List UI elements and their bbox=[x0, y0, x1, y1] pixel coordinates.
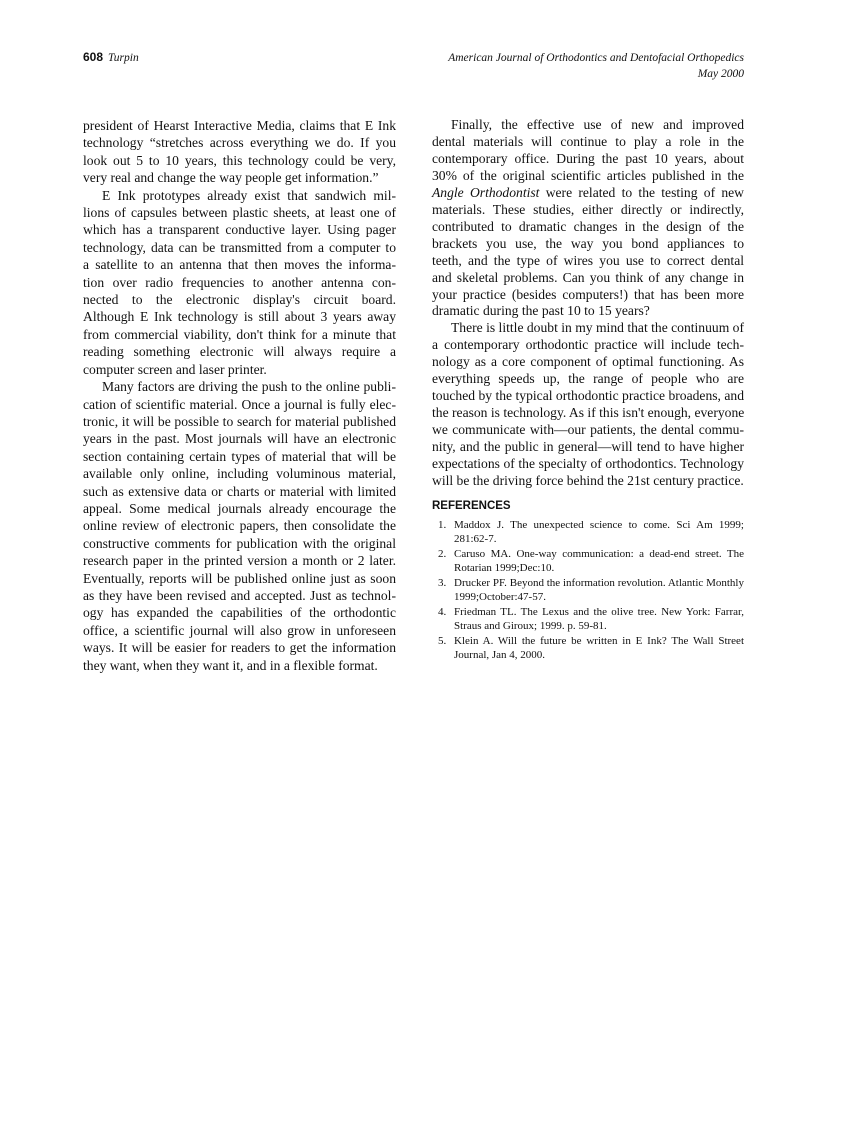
issue-date: May 2000 bbox=[697, 68, 744, 80]
text-line: nected to the electronic display's circuit board. bbox=[83, 292, 396, 308]
text-line: Angle Orthodontist were related to the testing of new bbox=[432, 184, 744, 200]
text-line: Although E Ink technology is still about 3 years away bbox=[83, 309, 396, 325]
reference-text: Drucker PF. Beyond the information revolution. Atlantic Monthly 1999;October:47-57. bbox=[454, 576, 744, 604]
text-line: reading something electronic will always require a bbox=[83, 344, 396, 360]
text-line: a satellite to an antenna that then moves the informa- bbox=[83, 257, 396, 273]
text-line: section containing certain types of material that will be bbox=[83, 448, 396, 464]
text-line: tion over radio frequencies to another antenna con- bbox=[83, 274, 396, 290]
text-line: There is little doubt in my mind that the continuum of bbox=[451, 320, 744, 336]
text-line: and skeletal problems. Can you think of any change in bbox=[432, 269, 744, 285]
paragraph bbox=[432, 117, 744, 320]
author-name: Turpin bbox=[108, 52, 139, 64]
text-line: look out 5 to 10 years, this technology could be very, bbox=[83, 152, 396, 168]
reference-item bbox=[438, 576, 744, 604]
text-line: which has a transparent conductive layer. Using pager bbox=[83, 222, 396, 238]
text-line: a contemporary orthodontic practice will include tech- bbox=[432, 337, 744, 353]
text-line: Finally, the effective use of new and improved bbox=[451, 117, 744, 132]
text-line: contemporary office. During the past 10 years, about bbox=[432, 150, 744, 166]
text-line: ways. It will be easier for readers to get the information bbox=[83, 640, 396, 656]
text-line: constructive comments for publication with the original bbox=[83, 535, 396, 551]
references-heading: REFERENCES bbox=[432, 500, 511, 512]
text-line: teeth, and the type of wires you use to correct dental bbox=[432, 252, 744, 268]
text-line: materials. These studies, either directly or indirectly, bbox=[432, 201, 744, 217]
text-line: computer screen and laser printer. bbox=[83, 361, 267, 377]
text-line: available only online, including voluminous material, bbox=[83, 466, 396, 482]
right-column bbox=[432, 117, 744, 490]
text-line: online review of electronic papers, then consolidate the bbox=[83, 518, 396, 534]
reference-text: Maddox J. The unexpected science to come. Sci Am 1999; 281:62-7. bbox=[454, 519, 744, 546]
reference-number: 3. bbox=[438, 576, 447, 589]
text-line: nology as a core component of optimal functioning. As bbox=[432, 354, 744, 370]
text-line: such as extensive data or charts or material with limited bbox=[83, 483, 396, 499]
reference-number: 5. bbox=[438, 634, 447, 647]
text-line: cation of scientific material. Once a journal is fully elec- bbox=[83, 396, 396, 412]
reference-text: Caruso MA. One-way communication: a dead-end street. The Rotarian 1999;Dec:10. bbox=[454, 547, 744, 575]
text-line: nity, and the public in general—will tend to have higher bbox=[432, 439, 744, 455]
text-line: everything speeds up, the range of people who are bbox=[432, 371, 744, 387]
reference-text: Klein A. Will the future be written in E Ink? The Wall Street Journal, Jan 4, 2000. bbox=[454, 634, 744, 661]
references-list bbox=[438, 518, 744, 663]
text-line: expectations of the specialty of orthodontics. Technology bbox=[432, 456, 744, 472]
reference-item bbox=[438, 605, 744, 633]
paragraph bbox=[83, 378, 396, 674]
text-line: will be the driving force behind the 21st century practice. bbox=[432, 473, 744, 489]
text-line: Many factors are driving the push to the online publi- bbox=[102, 379, 396, 395]
text-line: brackets you use, the way you bond appliances to bbox=[432, 235, 744, 251]
text-line: dental materials will continue to play a role in the bbox=[432, 133, 744, 149]
reference-item bbox=[438, 634, 744, 662]
text-line: 30% of the original scientific articles published in the bbox=[432, 167, 744, 183]
journal-name-italic: Angle Orthodontist bbox=[432, 184, 540, 200]
running-header-left bbox=[83, 50, 139, 64]
reference-text: Friedman TL. The Lexus and the olive tree. New York: Farrar, Straus and Giroux; 1999. p. 59-81. bbox=[454, 605, 744, 632]
left-column bbox=[83, 117, 396, 674]
text-line: they want, when they want it, and in a flexible format. bbox=[83, 657, 378, 673]
text-line: we communicate with—our patients, the dental commu- bbox=[432, 422, 744, 438]
journal-title: American Journal of Orthodontics and Dentofacial Orthopedics bbox=[448, 52, 744, 64]
text-line: tronic, it will be possible to search for material published bbox=[83, 413, 396, 429]
text-line: appeal. Some medical journals already encourage the bbox=[83, 500, 396, 516]
page-number: 608 bbox=[83, 50, 104, 64]
reference-number: 2. bbox=[438, 547, 447, 560]
paragraph bbox=[432, 320, 744, 490]
text-line: as they have been revised and accepted. Just as technol- bbox=[83, 587, 396, 603]
text-line: the reason is technology. As if this isn't enough, everyone bbox=[432, 405, 745, 421]
text-line: contributed to dramatic changes in the design of the bbox=[432, 218, 744, 234]
text-line: your practice (besides computers!) that has been more bbox=[432, 286, 744, 302]
text-line: from commercial viability, don't think for a minute that bbox=[83, 326, 396, 342]
text-line: years in the past. Most journals will have an electronic bbox=[83, 431, 396, 447]
reference-item bbox=[438, 518, 744, 546]
paragraph bbox=[83, 117, 396, 187]
text-line: touched by the typical orthodontic practice broadens, and bbox=[432, 388, 744, 404]
paragraph bbox=[83, 187, 396, 378]
text-line: office, a scientific journal will also grow in unforeseen bbox=[83, 622, 396, 638]
text-line: technology “stretches across everything we do. If you bbox=[83, 135, 396, 151]
text-line: president of Hearst Interactive Media, claims that E Ink bbox=[83, 118, 396, 133]
text-line: ogy has expanded the capabilities of the orthodontic bbox=[83, 605, 396, 621]
text-line: E Ink prototypes already exist that sandwich mil- bbox=[102, 187, 396, 203]
text-line: Eventually, reports will be published online just as soon bbox=[83, 570, 396, 586]
text-line: technology, data can be transmitted from a computer to bbox=[83, 239, 396, 255]
text-line: research paper in the printed version a month or 2 later. bbox=[83, 553, 396, 569]
text-line: lions of capsules between plastic sheets, at least one of bbox=[83, 205, 396, 221]
text-line: very real and change the way people get information.” bbox=[83, 170, 379, 186]
reference-item bbox=[438, 547, 744, 575]
running-header-right bbox=[448, 50, 744, 82]
text-line: dramatic during the past 10 to 15 years? bbox=[432, 303, 650, 319]
reference-number: 4. bbox=[438, 605, 447, 618]
reference-number: 1. bbox=[438, 519, 447, 531]
